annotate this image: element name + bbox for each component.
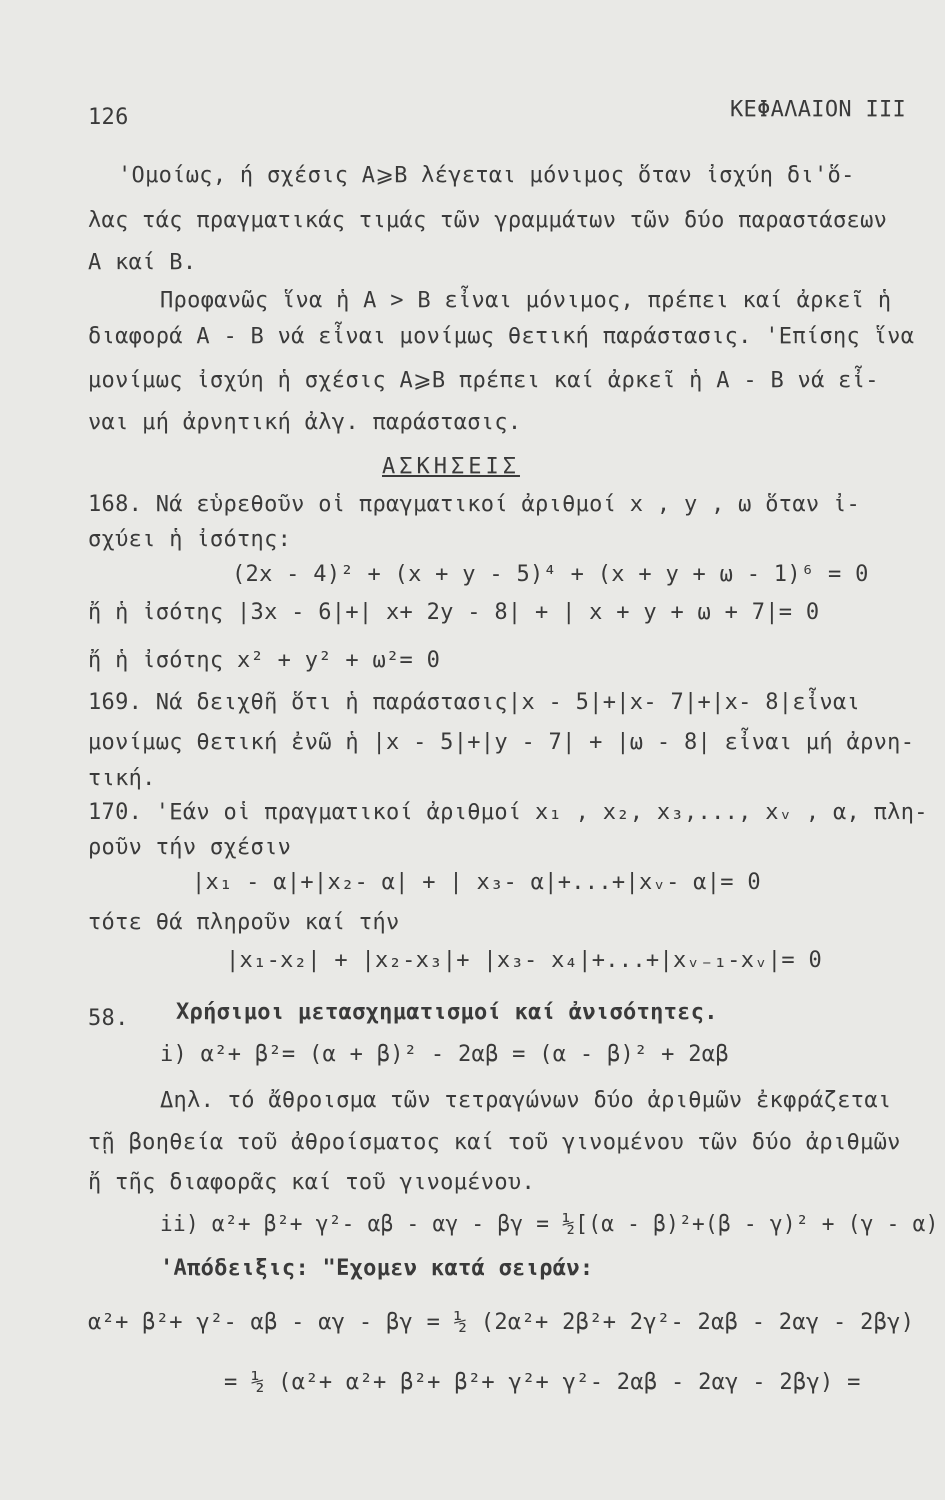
equation: |x₁ - α|+|x₂- α| + | x₃- α|+...+|xᵥ- α|= 0	[192, 870, 761, 895]
text-line: Α καί Β.	[88, 250, 197, 275]
equation: (2x - 4)² + (x + y - 5)⁴ + (x + y + ω - 1)⁶ = 0	[232, 562, 869, 587]
text-line: Δηλ. τό ἄθροισμα τῶν τετραγώνων δύο ἀριθμῶν ἐκφράζεται	[160, 1088, 892, 1113]
exercise-line: 170. 'Εάν οἱ πραγματικοί ἀριθμοί x₁ , x₂, x₃,..., xᵥ , α, πλη-	[88, 800, 928, 825]
proof-label: 'Απόδειξις: "Εχομεν κατά σειράν:	[160, 1256, 594, 1281]
exercise-line: σχύει ἡ ἰσότης:	[88, 527, 292, 552]
exercise-line: ἤ ἡ ἰσότης x² + y² + ω²= 0	[88, 648, 441, 673]
equation: |x₁-x₂| + |x₂-x₃|+ |x₃- x₄|+...+|xᵥ₋₁-xᵥ|= 0	[226, 948, 822, 973]
text-line: τῇ βοηθεία τοῦ ἀθροίσματος καί τοῦ γινομένου τῶν δύο ἀριθμῶν	[88, 1130, 901, 1155]
exercise-line: μονίμως θετική ἐνῶ ἡ |x - 5|+|y - 7| + |ω - 8| εἶναι μή ἀρνη-	[88, 730, 915, 755]
formula-line: i) α²+ β²= (α + β)² - 2αβ = (α - β)² + 2αβ	[160, 1042, 729, 1067]
section-title: ΑΣΚΗΣΕΙΣ	[382, 454, 520, 479]
text-line: Προφανῶς ἵνα ἡ Α > Β εἶναι μόνιμος, πρέπει καί ἀρκεῖ ἡ	[160, 288, 892, 313]
exercise-line: ροῦν τήν σχέσιν	[88, 835, 292, 860]
formula-line: = ½ (α²+ α²+ β²+ β²+ γ²+ γ²- 2αβ - 2αγ - 2βγ) =	[224, 1370, 861, 1395]
chapter-title: ΚΕΦΑΛΑΙΟΝ ΙΙΙ	[730, 97, 907, 122]
formula-line: α²+ β²+ γ²- αβ - αγ - βγ = ½ (2α²+ 2β²+ 2γ²- 2αβ - 2αγ - 2βγ)	[88, 1310, 915, 1335]
text-line: ἤ τῆς διαφορᾶς καί τοῦ γινομένου.	[88, 1170, 535, 1195]
page-number: 126	[88, 105, 129, 130]
exercise-line: 169. Νά δειχθῆ ὅτι ἡ παράστασις|x - 5|+|x- 7|+|x- 8|εἶναι	[88, 690, 861, 715]
section-heading: Χρήσιμοι μετασχηματισμοί καί ἀνισότητες.	[176, 1000, 718, 1025]
exercise-line: 168. Νά εὑρεθοῦν οἱ πραγματικοί ἀριθμοί x , y , ω ὅταν ἰ-	[88, 492, 861, 517]
formula-line: ii) α²+ β²+ γ²- αβ - αγ - βγ = ½[(α - β)²+(β - γ)² + (γ - α)	[160, 1212, 939, 1237]
text-line: μονίμως ἰσχύη ἡ σχέσις Α⩾Β πρέπει καί ἀρκεῖ ἡ Α - Β νά εἶ-	[88, 368, 879, 393]
exercise-line: ἤ ἡ ἰσότης |3x - 6|+| x+ 2y - 8| + | x + y + ω + 7|= 0	[88, 600, 820, 625]
section-number: 58.	[88, 1006, 129, 1031]
exercise-line: τότε θά πληροῦν καί τήν	[88, 910, 400, 935]
text-line: 'Ομοίως, ή σχέσις Α⩾Β λέγεται μόνιμος ὅταν ἰσχύη δι'ὅ-	[118, 163, 855, 188]
exercise-line: τική.	[88, 766, 156, 791]
text-line: ναι μή ἀρνητική ἀλγ. παράστασις.	[88, 410, 522, 435]
text-line: διαφορά Α - Β νά εἶναι μονίμως θετική παράστασις. 'Επίσης ἵνα	[88, 324, 915, 349]
text-line: λας τάς πραγματικάς τιμάς τῶν γραμμάτων τῶν δύο παραστάσεων	[88, 208, 888, 233]
